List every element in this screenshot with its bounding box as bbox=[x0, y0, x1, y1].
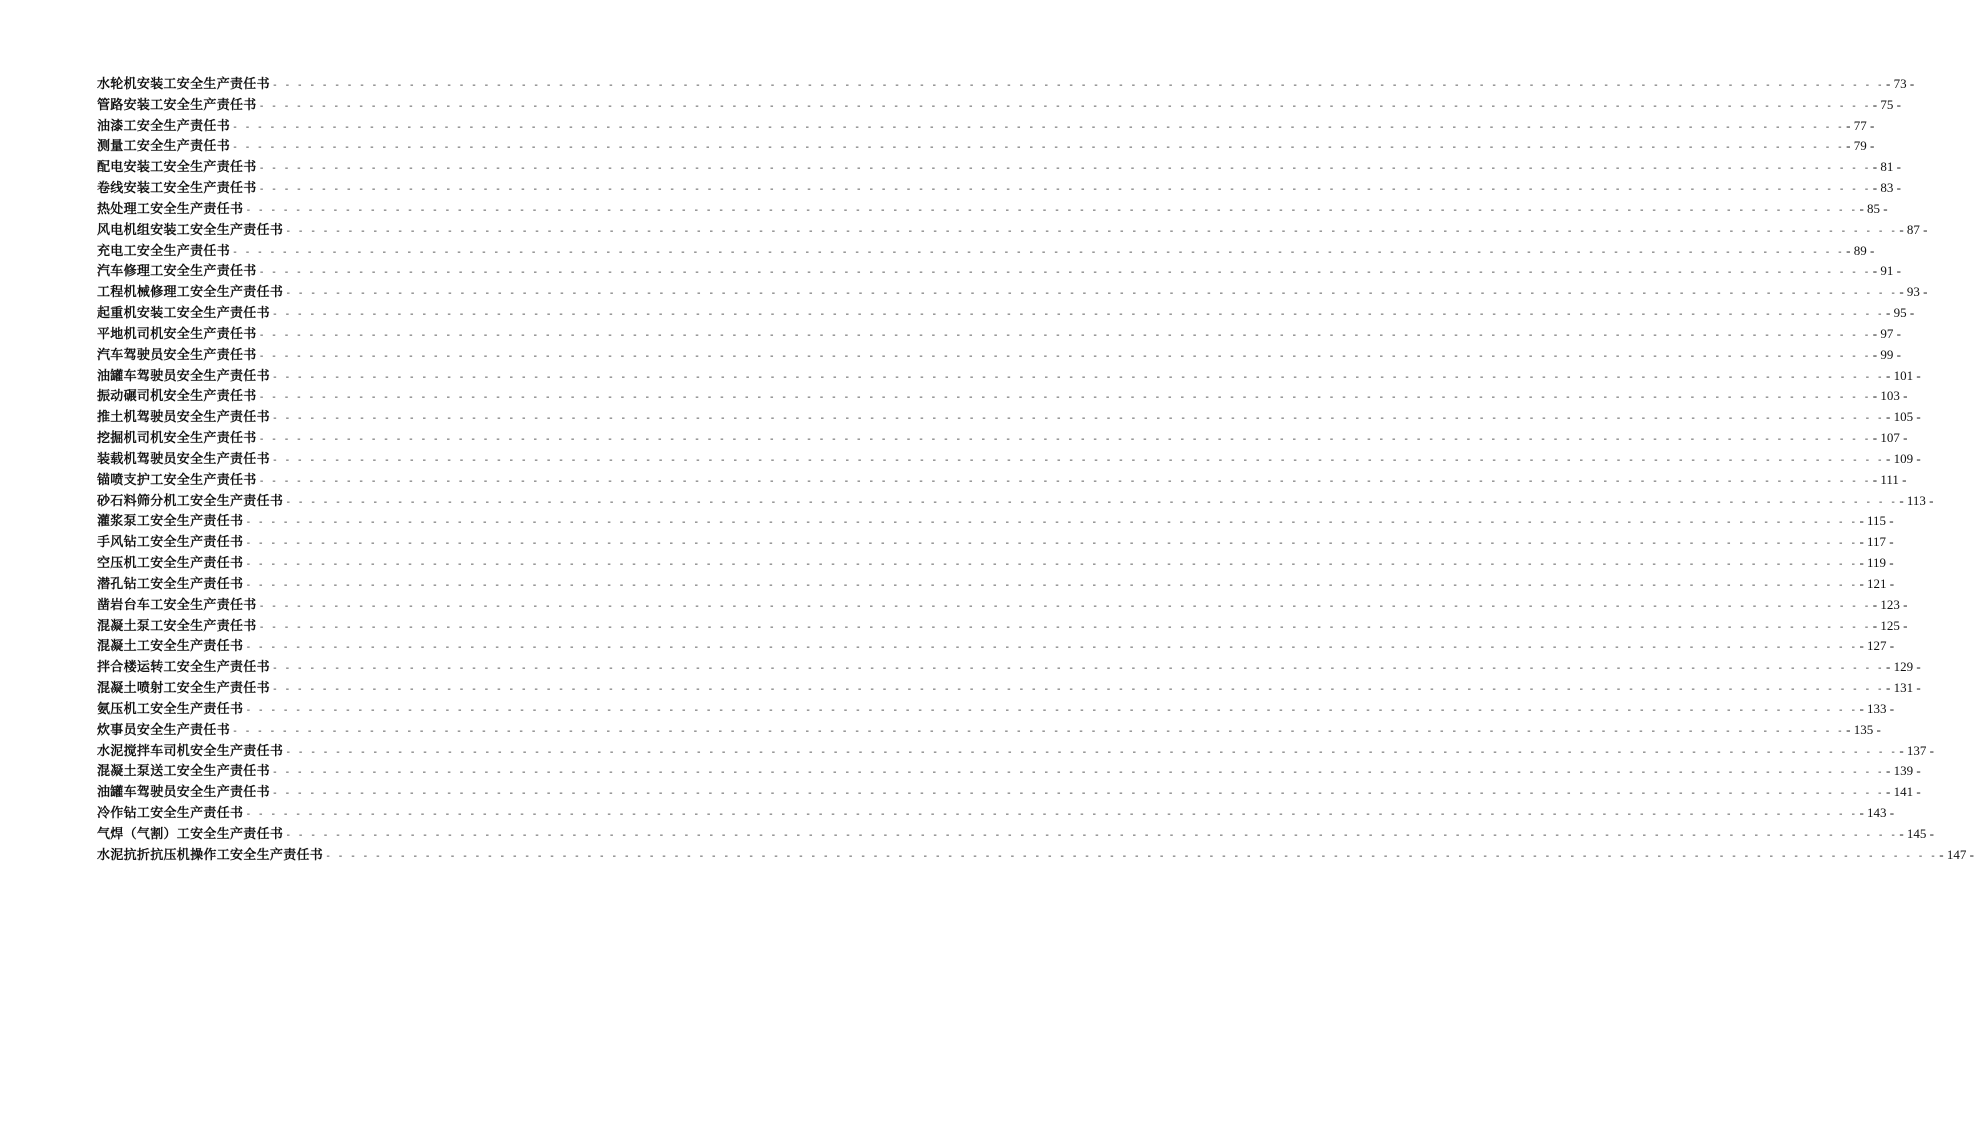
toc-entry-page-number: - 135 - bbox=[1846, 721, 1881, 737]
toc-entry[interactable] bbox=[97, 95, 1901, 116]
toc-entry[interactable] bbox=[97, 678, 1921, 699]
toc-entry-page-number: - 145 - bbox=[1899, 825, 1934, 841]
toc-entry[interactable] bbox=[97, 74, 1915, 95]
toc-entry[interactable] bbox=[97, 511, 1894, 532]
toc-dot-leader: - - - - - - - - - - - - - - - - - - - - - - - - - - - - - - - - - - - - - - - - - - - - - - - - - - - - - - - - - - - - - - - - - - - - - - - - - - - - - - - - - - - - - - - - - - - - - - - - - - - - - - - - - - - - - - - - - - - - - - - - - - - - - - - - - - bbox=[258, 184, 1870, 196]
toc-dot-leader: - - - - - - - - - - - - - - - - - - - - - - - - - - - - - - - - - - - - - - - - - - - - - - - - - - - - - - - - - - - - - - - - - - - - - - - - - - - - - - - - - - - - - - - - - - - - - - - - - - - - - - - - - - - - - - - - - - - - - - - - - - - - - - - - - - bbox=[258, 434, 1870, 446]
toc-entry[interactable] bbox=[97, 657, 1921, 678]
toc-entry-page-number: - 89 - bbox=[1846, 242, 1875, 258]
toc-entry-title: 管路安装工安全生产责任书 bbox=[97, 97, 257, 113]
toc-dot-leader: - - - - - - - - - - - - - - - - - - - - - - - - - - - - - - - - - - - - - - - - - - - - - - - - - - - - - - - - - - - - - - - - - - - - - - - - - - - - - - - - - - - - - - - - - - - - - - - - - - - - - - - - - - - - - - - - - - - - - - - - - - - - - - - - - - bbox=[245, 642, 1857, 654]
toc-entry[interactable] bbox=[97, 157, 1901, 178]
toc-dot-leader: - - - - - - - - - - - - - - - - - - - - - - - - - - - - - - - - - - - - - - - - - - - - - - - - - - - - - - - - - - - - - - - - - - - - - - - - - - - - - - - - - - - - - - - - - - - - - - - - - - - - - - - - - - - - - - - - - - - - - - - - - - - - - - - - - - bbox=[245, 517, 1857, 529]
toc-entry[interactable] bbox=[97, 553, 1894, 574]
toc-entry-title: 混凝土泵送工安全生产责任书 bbox=[97, 764, 270, 780]
toc-entry-title: 测量工安全生产责任书 bbox=[97, 139, 231, 155]
toc-entry-title: 装载机驾驶员安全生产责任书 bbox=[97, 451, 270, 467]
toc-entry-page-number: - 105 - bbox=[1886, 409, 1921, 425]
toc-entry-page-number: - 73 - bbox=[1886, 76, 1915, 91]
toc-dot-leader: - - - - - - - - - - - - - - - - - - - - - - - - - - - - - - - - - - - - - - - - - - - - - - - - - - - - - - - - - - - - - - - - - - - - - - - - - - - - - - - - - - - - - - - - - - - - - - - - - - - - - - - - - - - - - - - - - - - - - - - - - - - - - - - - - - bbox=[285, 288, 1897, 300]
toc-dot-leader: - - - - - - - - - - - - - - - - - - - - - - - - - - - - - - - - - - - - - - - - - - - - - - - - - - - - - - - - - - - - - - - - - - - - - - - - - - - - - - - - - - - - - - - - - - - - - - - - - - - - - - - - - - - - - - - - - - - - - - - - - - - - - - - - - - bbox=[245, 204, 1857, 216]
toc-dot-leader: - - - - - - - - - - - - - - - - - - - - - - - - - - - - - - - - - - - - - - - - - - - - - - - - - - - - - - - - - - - - - - - - - - - - - - - - - - - - - - - - - - - - - - - - - - - - - - - - - - - - - - - - - - - - - - - - - - - - - - - - - - - - - - - - - - bbox=[258, 267, 1870, 279]
toc-dot-leader: - - - - - - - - - - - - - - - - - - - - - - - - - - - - - - - - - - - - - - - - - - - - - - - - - - - - - - - - - - - - - - - - - - - - - - - - - - - - - - - - - - - - - - - - - - - - - - - - - - - - - - - - - - - - - - - - - - - - - - - - - - - - - - - - - - bbox=[271, 684, 1884, 696]
toc-entry-title: 热处理工安全生产责任书 bbox=[97, 201, 244, 217]
toc-entry[interactable] bbox=[97, 178, 1901, 199]
toc-entry-title: 汽车修理工安全生产责任书 bbox=[97, 264, 257, 280]
toc-entry-title: 拌合楼运转工安全生产责任书 bbox=[97, 660, 270, 676]
toc-entry-title: 混凝土泵工安全生产责任书 bbox=[97, 618, 257, 634]
toc-entry-title: 水轮机安装工安全生产责任书 bbox=[97, 77, 270, 92]
toc-entry-page-number: - 125 - bbox=[1872, 617, 1908, 633]
toc-entry-title: 工程机械修理工安全生产责任书 bbox=[97, 285, 284, 301]
toc-entry-title: 水泥搅拌车司机安全生产责任书 bbox=[97, 743, 284, 759]
toc-entry[interactable] bbox=[97, 261, 1901, 282]
toc-dot-leader: - - - - - - - - - - - - - - - - - - - - - - - - - - - - - - - - - - - - - - - - - - - - - - - - - - - - - - - - - - - - - - - - - - - - - - - - - - - - - - - - - - - - - - - - - - - - - - - - - - - - - - - - - - - - - - - - - - - - - - - - - - - - - - - - - - bbox=[245, 579, 1857, 591]
toc-entry-title: 油罐车驾驶员安全生产责任书 bbox=[97, 368, 270, 384]
toc-entry[interactable] bbox=[97, 428, 1908, 449]
toc-entry-page-number: - 97 - bbox=[1872, 325, 1901, 341]
toc-entry[interactable] bbox=[97, 136, 1875, 157]
toc-dot-leader: - - - - - - - - - - - - - - - - - - - - - - - - - - - - - - - - - - - - - - - - - - - - - - - - - - - - - - - - - - - - - - - - - - - - - - - - - - - - - - - - - - - - - - - - - - - - - - - - - - - - - - - - - - - - - - - - - - - - - - - - - - - - - - - - - - bbox=[258, 475, 1870, 487]
toc-entry-page-number: - 93 - bbox=[1899, 284, 1928, 300]
toc-entry[interactable] bbox=[97, 303, 1915, 324]
toc-entry-title: 平地机司机安全生产责任书 bbox=[97, 326, 257, 342]
toc-entry-title: 油漆工安全生产责任书 bbox=[97, 118, 231, 134]
toc-entry-title: 风电机组安装工安全生产责任书 bbox=[97, 222, 284, 238]
toc-entry[interactable] bbox=[97, 845, 1974, 866]
toc-entry[interactable] bbox=[97, 574, 1895, 595]
toc-entry-page-number: - 119 - bbox=[1859, 555, 1894, 571]
toc-entry-page-number: - 83 - bbox=[1872, 180, 1901, 196]
toc-entry-page-number: - 87 - bbox=[1899, 221, 1928, 237]
toc-entry[interactable] bbox=[97, 699, 1895, 720]
toc-entry-page-number: - 133 - bbox=[1859, 700, 1895, 716]
toc-entry-title: 推土机驾驶员安全生产责任书 bbox=[97, 410, 270, 426]
toc-entry-page-number: - 115 - bbox=[1859, 513, 1894, 529]
toc-entry-page-number: - 107 - bbox=[1872, 430, 1908, 446]
toc-entry[interactable] bbox=[97, 345, 1901, 366]
toc-entry-page-number: - 85 - bbox=[1859, 200, 1888, 216]
toc-entry-page-number: - 109 - bbox=[1886, 450, 1921, 466]
toc-dot-leader: - - - - - - - - - - - - - - - - - - - - - - - - - - - - - - - - - - - - - - - - - - - - - - - - - - - - - - - - - - - - - - - - - - - - - - - - - - - - - - - - - - - - - - - - - - - - - - - - - - - - - - - - - - - - - - - - - - - - - - - - - - - - - - - - - - bbox=[258, 621, 1870, 633]
toc-entry-title: 炊事员安全生产责任书 bbox=[97, 722, 231, 738]
toc-entry-title: 锚喷支护工安全生产责任书 bbox=[97, 472, 257, 488]
toc-entry[interactable] bbox=[97, 595, 1908, 616]
toc-entry-page-number: - 101 - bbox=[1886, 367, 1921, 383]
toc-dot-leader: - - - - - - - - - - - - - - - - - - - - - - - - - - - - - - - - - - - - - - - - - - - - - - - - - - - - - - - - - - - - - - - - - - - - - - - - - - - - - - - - - - - - - - - - - - - - - - - - - - - - - - - - - - - - - - - - - - - - - - - - - - - - - - - - - - bbox=[245, 559, 1857, 571]
toc-entry-page-number: - 141 - bbox=[1886, 784, 1921, 800]
toc-entry-page-number: - 131 - bbox=[1886, 680, 1921, 696]
toc-entry-page-number: - 143 - bbox=[1859, 804, 1895, 820]
toc-dot-leader: - - - - - - - - - - - - - - - - - - - - - - - - - - - - - - - - - - - - - - - - - - - - - - - - - - - - - - - - - - - - - - - - - - - - - - - - - - - - - - - - - - - - - - - - - - - - - - - - - - - - - - - - - - - - - - - - - - - - - - - - - - - - - - - - - - bbox=[245, 704, 1857, 716]
toc-entry[interactable] bbox=[97, 324, 1901, 345]
toc-dot-leader: - - - - - - - - - - - - - - - - - - - - - - - - - - - - - - - - - - - - - - - - - - - - - - - - - - - - - - - - - - - - - - - - - - - - - - - - - - - - - - - - - - - - - - - - - - - - - - - - - - - - - - - - - - - - - - - - - - - - - - - - - - - - - - - - - - bbox=[271, 80, 1884, 91]
toc-entry[interactable] bbox=[97, 824, 1934, 845]
toc-dot-leader: - - - - - - - - - - - - - - - - - - - - - - - - - - - - - - - - - - - - - - - - - - - - - - - - - - - - - - - - - - - - - - - - - - - - - - - - - - - - - - - - - - - - - - - - - - - - - - - - - - - - - - - - - - - - - - - - - - - - - - - - - - - - - - - - - - bbox=[271, 767, 1884, 779]
toc-dot-leader: - - - - - - - - - - - - - - - - - - - - - - - - - - - - - - - - - - - - - - - - - - - - - - - - - - - - - - - - - - - - - - - - - - - - - - - - - - - - - - - - - - - - - - - - - - - - - - - - - - - - - - - - - - - - - - - - - - - - - - - - - - - - - - - - - - bbox=[245, 808, 1857, 820]
toc-entry[interactable] bbox=[97, 741, 1934, 762]
toc-entry[interactable] bbox=[97, 116, 1875, 137]
toc-entry[interactable] bbox=[97, 782, 1921, 803]
toc-entry[interactable] bbox=[97, 616, 1908, 637]
toc-dot-leader: - - - - - - - - - - - - - - - - - - - - - - - - - - - - - - - - - - - - - - - - - - - - - - - - - - - - - - - - - - - - - - - - - - - - - - - - - - - - - - - - - - - - - - - - - - - - - - - - - - - - - - - - - - - - - - - - - - - - - - - - - - - - - - - - - - bbox=[271, 454, 1884, 466]
toc-entry[interactable] bbox=[97, 407, 1921, 428]
toc-entry[interactable] bbox=[97, 761, 1921, 782]
toc-entry[interactable] bbox=[97, 470, 1907, 491]
toc-entry-title: 卷线安装工安全生产责任书 bbox=[97, 181, 257, 197]
toc-entry[interactable] bbox=[97, 282, 1928, 303]
toc-entry-page-number: - 129 - bbox=[1886, 659, 1921, 675]
toc-dot-leader: - - - - - - - - - - - - - - - - - - - - - - - - - - - - - - - - - - - - - - - - - - - - - - - - - - - - - - - - - - - - - - - - - - - - - - - - - - - - - - - - - - - - - - - - - - - - - - - - - - - - - - - - - - - - - - - - - - - - - - - - - - - - - - - - - - bbox=[232, 121, 1844, 133]
toc-entry-title: 潜孔钻工安全生产责任书 bbox=[97, 576, 244, 592]
toc-entry[interactable] bbox=[97, 720, 1881, 741]
toc-dot-leader: - - - - - - - - - - - - - - - - - - - - - - - - - - - - - - - - - - - - - - - - - - - - - - - - - - - - - - - - - - - - - - - - - - - - - - - - - - - - - - - - - - - - - - - - - - - - - - - - - - - - - - - - - - - - - - - - - - - - - - - - - - - - - - - - - - bbox=[271, 371, 1884, 383]
toc-dot-leader: - - - - - - - - - - - - - - - - - - - - - - - - - - - - - - - - - - - - - - - - - - - - - - - - - - - - - - - - - - - - - - - - - - - - - - - - - - - - - - - - - - - - - - - - - - - - - - - - - - - - - - - - - - - - - - - - - - - - - - - - - - - - - - - - - - bbox=[258, 600, 1870, 612]
toc-entry-title: 挖掘机司机安全生产责任书 bbox=[97, 431, 257, 447]
table-of-contents bbox=[97, 74, 1974, 865]
toc-entry-page-number: - 99 - bbox=[1872, 346, 1901, 362]
toc-entry-title: 冷作钻工安全生产责任书 bbox=[97, 805, 244, 821]
toc-entry[interactable] bbox=[97, 491, 1934, 512]
toc-dot-leader: - - - - - - - - - - - - - - - - - - - - - - - - - - - - - - - - - - - - - - - - - - - - - - - - - - - - - - - - - - - - - - - - - - - - - - - - - - - - - - - - - - - - - - - - - - - - - - - - - - - - - - - - - - - - - - - - - - - - - - - - - - - - - - - - - - bbox=[285, 746, 1897, 758]
toc-entry-title: 起重机安装工安全生产责任书 bbox=[97, 306, 270, 322]
toc-dot-leader: - - - - - - - - - - - - - - - - - - - - - - - - - - - - - - - - - - - - - - - - - - - - - - - - - - - - - - - - - - - - - - - - - - - - - - - - - - - - - - - - - - - - - - - - - - - - - - - - - - - - - - - - - - - - - - - - - - - - - - - - - - - - - - - - - - bbox=[232, 725, 1844, 737]
toc-entry[interactable] bbox=[97, 241, 1875, 262]
toc-entry-title: 水泥抗折抗压机操作工安全生产责任书 bbox=[97, 847, 324, 863]
toc-dot-leader: - - - - - - - - - - - - - - - - - - - - - - - - - - - - - - - - - - - - - - - - - - - - - - - - - - - - - - - - - - - - - - - - - - - - - - - - - - - - - - - - - - - - - - - - - - - - - - - - - - - - - - - - - - - - - - - - - - - - - - - - - - - - - - - - - - bbox=[285, 496, 1897, 508]
toc-entry-title: 混凝土工安全生产责任书 bbox=[97, 639, 244, 655]
toc-dot-leader: - - - - - - - - - - - - - - - - - - - - - - - - - - - - - - - - - - - - - - - - - - - - - - - - - - - - - - - - - - - - - - - - - - - - - - - - - - - - - - - - - - - - - - - - - - - - - - - - - - - - - - - - - - - - - - - - - - - - - - - - - - - - - - - - - - bbox=[271, 413, 1884, 425]
toc-entry-title: 汽车驾驶员安全生产责任书 bbox=[97, 347, 257, 363]
toc-entry-page-number: - 123 - bbox=[1872, 596, 1908, 612]
toc-entry[interactable] bbox=[97, 803, 1895, 824]
toc-entry-page-number: - 81 - bbox=[1872, 159, 1901, 175]
toc-dot-leader: - - - - - - - - - - - - - - - - - - - - - - - - - - - - - - - - - - - - - - - - - - - - - - - - - - - - - - - - - - - - - - - - - - - - - - - - - - - - - - - - - - - - - - - - - - - - - - - - - - - - - - - - - - - - - - - - - - - - - - - - - - - - - - - - - - bbox=[271, 309, 1884, 321]
toc-entry-page-number: - 91 - bbox=[1872, 263, 1901, 279]
toc-entry[interactable] bbox=[97, 220, 1928, 241]
toc-dot-leader: - - - - - - - - - - - - - - - - - - - - - - - - - - - - - - - - - - - - - - - - - - - - - - - - - - - - - - - - - - - - - - - - - - - - - - - - - - - - - - - - - - - - - - - - - - - - - - - - - - - - - - - - - - - - - - - - - - - - - - - - - - - - - - - - - - bbox=[258, 350, 1870, 362]
toc-entry-title: 灌浆泵工安全生产责任书 bbox=[97, 514, 244, 530]
toc-entry-title: 油罐车驾驶员安全生产责任书 bbox=[97, 785, 270, 801]
toc-entry-page-number: - 137 - bbox=[1899, 742, 1934, 758]
toc-dot-leader: - - - - - - - - - - - - - - - - - - - - - - - - - - - - - - - - - - - - - - - - - - - - - - - - - - - - - - - - - - - - - - - - - - - - - - - - - - - - - - - - - - - - - - - - - - - - - - - - - - - - - - - - - - - - - - - - - - - - - - - - - - - - - - - - - - bbox=[232, 246, 1844, 258]
toc-entry-title: 氨压机工安全生产责任书 bbox=[97, 701, 244, 717]
toc-entry[interactable] bbox=[97, 386, 1908, 407]
toc-entry-title: 充电工安全生产责任书 bbox=[97, 243, 231, 259]
toc-entry-page-number: - 127 - bbox=[1859, 638, 1895, 654]
toc-dot-leader: - - - - - - - - - - - - - - - - - - - - - - - - - - - - - - - - - - - - - - - - - - - - - - - - - - - - - - - - - - - - - - - - - - - - - - - - - - - - - - - - - - - - - - - - - - - - - - - - - - - - - - - - - - - - - - - - - - - - - - - - - - - - - - - - - - bbox=[258, 163, 1870, 175]
toc-entry-title: 空压机工安全生产责任书 bbox=[97, 556, 244, 572]
toc-dot-leader: - - - - - - - - - - - - - - - - - - - - - - - - - - - - - - - - - - - - - - - - - - - - - - - - - - - - - - - - - - - - - - - - - - - - - - - - - - - - - - - - - - - - - - - - - - - - - - - - - - - - - - - - - - - - - - - - - - - - - - - - - - - - - - - - - - bbox=[258, 329, 1870, 341]
toc-entry-page-number: - 113 - bbox=[1899, 492, 1934, 508]
toc-dot-leader: - - - - - - - - - - - - - - - - - - - - - - - - - - - - - - - - - - - - - - - - - - - - - - - - - - - - - - - - - - - - - - - - - - - - - - - - - - - - - - - - - - - - - - - - - - - - - - - - - - - - - - - - - - - - - - - - - - - - - - - - - - - - - - - - - - bbox=[285, 829, 1897, 841]
toc-entry-page-number: - 111 - bbox=[1872, 471, 1907, 487]
toc-entry-title: 凿岩台车工安全生产责任书 bbox=[97, 597, 257, 613]
toc-dot-leader: - - - - - - - - - - - - - - - - - - - - - - - - - - - - - - - - - - - - - - - - - - - - - - - - - - - - - - - - - - - - - - - - - - - - - - - - - - - - - - - - - - - - - - - - - - - - - - - - - - - - - - - - - - - - - - - - - - - - - - - - - - - - - - - - - - bbox=[245, 538, 1857, 550]
toc-entry-page-number: - 139 - bbox=[1886, 763, 1921, 779]
toc-dot-leader: - - - - - - - - - - - - - - - - - - - - - - - - - - - - - - - - - - - - - - - - - - - - - - - - - - - - - - - - - - - - - - - - - - - - - - - - - - - - - - - - - - - - - - - - - - - - - - - - - - - - - - - - - - - - - - - - - - - - - - - - - - - - - - - - - - bbox=[271, 663, 1884, 675]
toc-dot-leader: - - - - - - - - - - - - - - - - - - - - - - - - - - - - - - - - - - - - - - - - - - - - - - - - - - - - - - - - - - - - - - - - - - - - - - - - - - - - - - - - - - - - - - - - - - - - - - - - - - - - - - - - - - - - - - - - - - - - - - - - - - - - - - - - - - bbox=[232, 142, 1844, 154]
toc-entry[interactable] bbox=[97, 449, 1921, 470]
toc-entry-page-number: - 121 - bbox=[1859, 575, 1895, 591]
toc-dot-leader: - - - - - - - - - - - - - - - - - - - - - - - - - - - - - - - - - - - - - - - - - - - - - - - - - - - - - - - - - - - - - - - - - - - - - - - - - - - - - - - - - - - - - - - - - - - - - - - - - - - - - - - - - - - - - - - - - - - - - - - - - - - - - - - - - - bbox=[325, 850, 1937, 862]
toc-entry-page-number: - 147 - bbox=[1939, 846, 1974, 862]
toc-entry-title: 配电安装工安全生产责任书 bbox=[97, 160, 257, 176]
toc-entry-page-number: - 95 - bbox=[1886, 305, 1915, 321]
toc-dot-leader: - - - - - - - - - - - - - - - - - - - - - - - - - - - - - - - - - - - - - - - - - - - - - - - - - - - - - - - - - - - - - - - - - - - - - - - - - - - - - - - - - - - - - - - - - - - - - - - - - - - - - - - - - - - - - - - - - - - - - - - - - - - - - - - - - - bbox=[271, 788, 1884, 800]
toc-entry-title: 振动碾司机安全生产责任书 bbox=[97, 389, 257, 405]
toc-entry-title: 混凝土喷射工安全生产责任书 bbox=[97, 681, 270, 697]
toc-entry-title: 手风钻工安全生产责任书 bbox=[97, 535, 244, 551]
toc-entry[interactable] bbox=[97, 199, 1888, 220]
toc-entry-page-number: - 103 - bbox=[1872, 388, 1908, 404]
toc-entry-page-number: - 117 - bbox=[1859, 534, 1894, 550]
toc-dot-leader: - - - - - - - - - - - - - - - - - - - - - - - - - - - - - - - - - - - - - - - - - - - - - - - - - - - - - - - - - - - - - - - - - - - - - - - - - - - - - - - - - - - - - - - - - - - - - - - - - - - - - - - - - - - - - - - - - - - - - - - - - - - - - - - - - - bbox=[285, 225, 1897, 237]
toc-entry-page-number: - 75 - bbox=[1872, 96, 1901, 112]
toc-entry-title: 气焊（气割）工安全生产责任书 bbox=[97, 826, 284, 842]
toc-dot-leader: - - - - - - - - - - - - - - - - - - - - - - - - - - - - - - - - - - - - - - - - - - - - - - - - - - - - - - - - - - - - - - - - - - - - - - - - - - - - - - - - - - - - - - - - - - - - - - - - - - - - - - - - - - - - - - - - - - - - - - - - - - - - - - - - - - bbox=[258, 100, 1870, 112]
toc-entry[interactable] bbox=[97, 636, 1895, 657]
toc-entry[interactable] bbox=[97, 366, 1921, 387]
toc-entry-page-number: - 77 - bbox=[1846, 117, 1875, 133]
toc-dot-leader: - - - - - - - - - - - - - - - - - - - - - - - - - - - - - - - - - - - - - - - - - - - - - - - - - - - - - - - - - - - - - - - - - - - - - - - - - - - - - - - - - - - - - - - - - - - - - - - - - - - - - - - - - - - - - - - - - - - - - - - - - - - - - - - - - - bbox=[258, 392, 1870, 404]
toc-entry-page-number: - 79 - bbox=[1846, 138, 1875, 154]
toc-entry-title: 砂石料筛分机工安全生产责任书 bbox=[97, 493, 284, 509]
toc-entry[interactable] bbox=[97, 532, 1894, 553]
